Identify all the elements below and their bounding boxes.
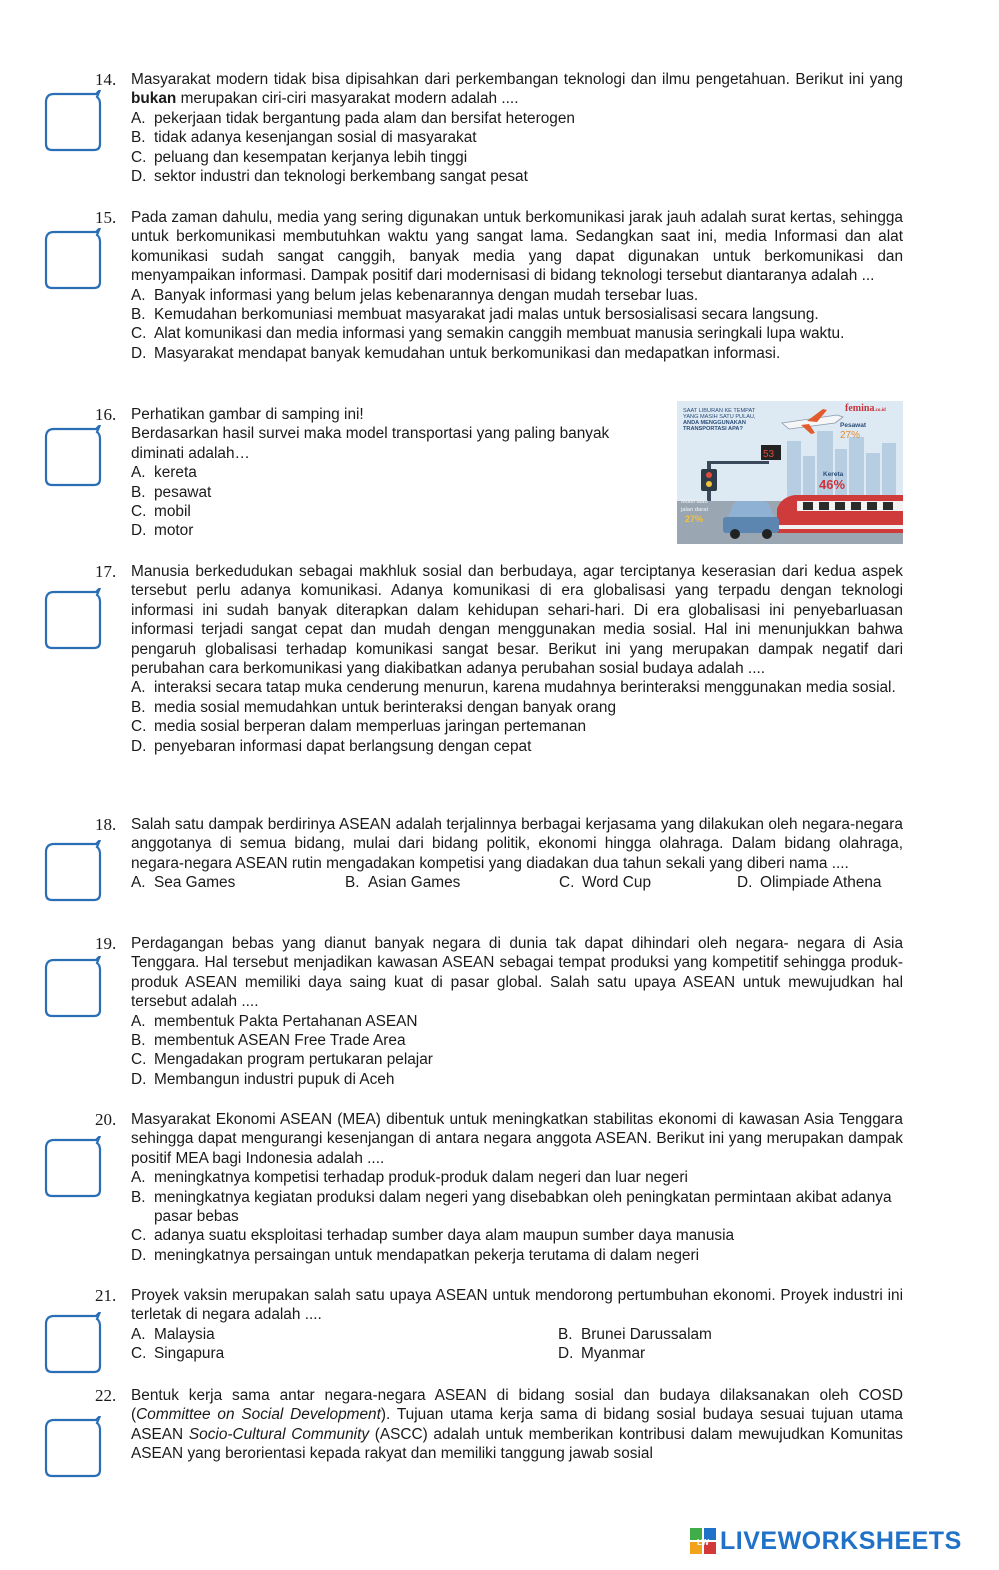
- infographic-title-l4: TRANSPORTASI APA?: [683, 426, 743, 432]
- option-b: B. meningkatnya kegiatan produksi dalam negeri yang disebabkan oleh peningkatan permintaan akibat adanya pasar bebas: [131, 1188, 892, 1226]
- option-c: C. media sosial berperan dalam memperluas jaringan pertemanan: [131, 718, 587, 736]
- infographic-title-l1: SAAT LIBURAN KE TEMPAT: [683, 408, 756, 414]
- question-number: 20.: [95, 1110, 117, 1129]
- signal-number: 53: [763, 449, 775, 460]
- option-c: C. Word Cup: [559, 874, 652, 892]
- infographic-title-l2: YANG MASIH SATU PULAU,: [683, 414, 756, 420]
- question-stem-line1: Perhatikan gambar di samping ini!: [131, 406, 364, 423]
- answer-box-17[interactable]: [44, 588, 102, 650]
- question-stem: Manusia berkedudukan sebagai makhluk sosial dan berbudaya, agar terciptanya keserasian dari kedua aspek tersebut perlu adanya komunikasi. Adanya komunikasi di era globalisasi yang terpadu dengan teknologi informasi ini sudah banyak diterapkan dalam kehidupan sehari-hari. Di era globalisasi ini penyebarluasan informasi terjadi sangat cepat dan mudah dengan menggunakan media sosial. Hal ini menunjukkan bahwa pengaruh globalisasi terhadap komunikasi sangat besar. Berikut ini yang merupakan dampak negatif dari perubahan cara berkomunikasi yang diakibatkan adanya perubahan sosial budaya adalah ....: [131, 563, 903, 678]
- plane-label: Pesawat: [840, 422, 867, 429]
- question-number: 17.: [95, 562, 117, 581]
- question-stem: Perdagangan bebas yang dianut banyak negara di dunia tak dapat dihindari oleh negara- negara di Asia Tenggara. Hal tersebut menjadikan kawasan ASEAN sebagai tempat produksi yang kompetitif sehingga produk-produk ASEAN memiliki daya saing kuat di pasar global. Salah satu upaya ASEAN untuk mewujudkan hal tersebut adalah ....: [131, 935, 903, 1011]
- svg-text:LW: LW: [697, 1538, 709, 1547]
- logo-text: LIVEWORKSHEETS: [720, 1526, 962, 1555]
- question-number: 19.: [95, 934, 117, 953]
- answer-box-15[interactable]: [44, 228, 102, 290]
- question-stem: Masyarakat modern tidak bisa dipisahkan dari perkembangan teknologi dan ilmu pengetahuan. Berikut ini yang bukan merupakan ciri-ciri masyarakat modern adalah ....: [131, 71, 903, 108]
- liveworksheets-logo[interactable]: [690, 1525, 962, 1557]
- question-number: 18.: [95, 815, 117, 834]
- option-c: C. Singapura: [131, 1345, 225, 1363]
- option-a: A. kereta: [131, 464, 197, 482]
- infographic-svg: [677, 401, 903, 544]
- option-d: D. penyebaran informasi dapat berlangsung dengan cepat: [131, 737, 532, 755]
- plane-value: 27%: [840, 430, 861, 441]
- option-c: C. Mengadakan program pertukaran pelajar: [131, 1051, 433, 1069]
- option-d: D. meningkatnya persaingan untuk mendapatkan pekerja terutama di dalam negeri: [131, 1246, 699, 1264]
- answer-box-22[interactable]: [44, 1416, 102, 1478]
- question-stem: Salah satu dampak berdirinya ASEAN adalah terjalinnya berbagai kerjasama yang dilakukan oleh negara-negara anggotanya di semua bidang, mulai dari bidang politik, ekonomi hingga olahraga. Dalam bidang olahraga, negara-negara ASEAN rutin mengadakan kompetisi yang diadakan dua tahun sekali yang diberi nama ....: [131, 816, 903, 872]
- question-stem: Pada zaman dahulu, media yang sering digunakan untuk berkomunikasi jarak jauh adalah surat kertas, sehingga untuk berkomunikasi membutuhkan waktu yang sangat lama. Sedangkan saat ini, media Informasi dan alat komunikasi sudah sangat canggih, banyak media yang dapat digunakan untuk berkomunikasi dan menyampaikan informasi. Dampak positif dari modernisasi di bidang teknologi tersebut diantaranya adalah ...: [131, 209, 903, 285]
- option-c: C. mobil: [131, 503, 191, 521]
- option-a: A. interaksi secara tatap muka cenderung menurun, karena mudahnya berinteraksi menggunakan media sosial.: [131, 679, 896, 697]
- option-d: D. Myanmar: [558, 1345, 646, 1363]
- answer-box-19[interactable]: [44, 956, 102, 1018]
- liveworksheets-mark-icon: [690, 1528, 716, 1554]
- transport-survey-infographic: [677, 401, 903, 544]
- option-d: D. Masyarakat mendapat banyak kemudahan untuk berkomunikasi dan medapatkan informasi.: [131, 344, 781, 362]
- option-b: B. Brunei Darussalam: [558, 1325, 712, 1343]
- option-a: A. Sea Games: [131, 874, 236, 892]
- option-b: B. membentuk ASEAN Free Trade Area: [131, 1032, 406, 1050]
- option-d: D. sektor industri dan teknologi berkembang sangat pesat: [131, 168, 528, 186]
- option-c: C. peluang dan kesempatan kerjanya lebih tinggi: [131, 148, 468, 166]
- option-b: B. tidak adanya kesenjangan sosial di masyarakat: [131, 129, 477, 147]
- option-c: C. Alat komunikasi dan media informasi yang semakin canggih membuat manusia seringkali lupa waktu.: [131, 325, 845, 343]
- question-stem-line2: Berdasarkan hasil survei maka model transportasi yang paling banyak diminati adalah…: [131, 425, 610, 462]
- answer-box-18[interactable]: [44, 840, 102, 902]
- option-b: B. pesawat: [131, 483, 212, 501]
- train-value: 46%: [819, 477, 846, 492]
- option-a: A. Banyak informasi yang belum jelas kebenarannya dengan mudah tersebar luas.: [131, 286, 699, 304]
- option-b: B. media sosial memudahkan untuk berinteraksi dengan banyak orang: [131, 698, 617, 716]
- option-a: A. pekerjaan tidak bergantung pada alam dan bersifat heterogen: [131, 109, 575, 127]
- answer-box-16[interactable]: [44, 425, 102, 487]
- brand-logo: femina.co.id: [845, 403, 886, 414]
- answer-box-21[interactable]: [44, 1312, 102, 1374]
- option-a: A. Malaysia: [131, 1325, 215, 1343]
- question-number: 15.: [95, 208, 117, 227]
- option-b: B. Kemudahan berkomuniasi membuat masyarakat jadi malas untuk bersosialisasi secara langsung.: [131, 306, 819, 324]
- question-stem: Bentuk kerja sama antar negara-negara ASEAN di bidang sosial dan budaya dilaksanakan oleh COSD (Committee on Social Development). Tujuan utama kerja sama di bidang sosial budaya sesuai tujuan utama ASEAN Socio-Cultural Community (ASCC) adalah untuk memberikan kontribusi dalam mewujudkan Komunitas ASEAN yang berorientasi kepada rakyat dan memiliki tanggung jawab sosial: [131, 1387, 903, 1463]
- question-number: 22.: [95, 1386, 117, 1405]
- option-d: D. Membangun industri pupuk di Aceh: [131, 1070, 395, 1088]
- options-row-1: [131, 1325, 903, 1344]
- option-d: D. Olimpiade Athena: [737, 874, 882, 892]
- option-a: A. meningkatnya kompetisi terhadap produk-produk dalam negeri dan luar negeri: [131, 1169, 688, 1187]
- infographic-title-l3: ANDA MENGGUNAKAN: [683, 420, 746, 426]
- train-icon: [777, 495, 903, 533]
- option-c: C. adanya suatu eksploitasi terhadap sumber daya alam maupun sumber daya manusia: [131, 1227, 735, 1245]
- option-a: A. membentuk Pakta Pertahanan ASEAN: [131, 1012, 418, 1030]
- options-row-2: [131, 1344, 903, 1363]
- car-value: 27%: [685, 514, 704, 524]
- train-label: Kereta: [823, 471, 844, 478]
- answer-box-14[interactable]: [44, 90, 102, 152]
- question-number: 14.: [95, 70, 117, 89]
- option-d: D. motor: [131, 522, 194, 540]
- question-number: 21.: [95, 1286, 117, 1305]
- question-stem: Proyek vaksin merupakan salah satu upaya ASEAN untuk mendorong pertumbuhan ekonomi. Proyek industri ini terletak di negara adalah ....: [131, 1287, 903, 1324]
- car-label: Mobil atau jalan darat: [681, 499, 709, 513]
- answer-box-20[interactable]: [44, 1136, 102, 1198]
- option-b: B. Asian Games: [345, 874, 461, 892]
- question-stem: Masyarakat Ekonomi ASEAN (MEA) dibentuk untuk meningkatkan stabilitas ekonomi di kawasan Asia Tenggara sehingga dapat mengurangi kesenjangan di antara negara anggota ASEAN. Berikut ini yang merupakan dampak positif MEA bagi Indonesia adalah ....: [131, 1111, 903, 1167]
- question-number: 16.: [95, 405, 117, 424]
- options-row: [131, 873, 903, 892]
